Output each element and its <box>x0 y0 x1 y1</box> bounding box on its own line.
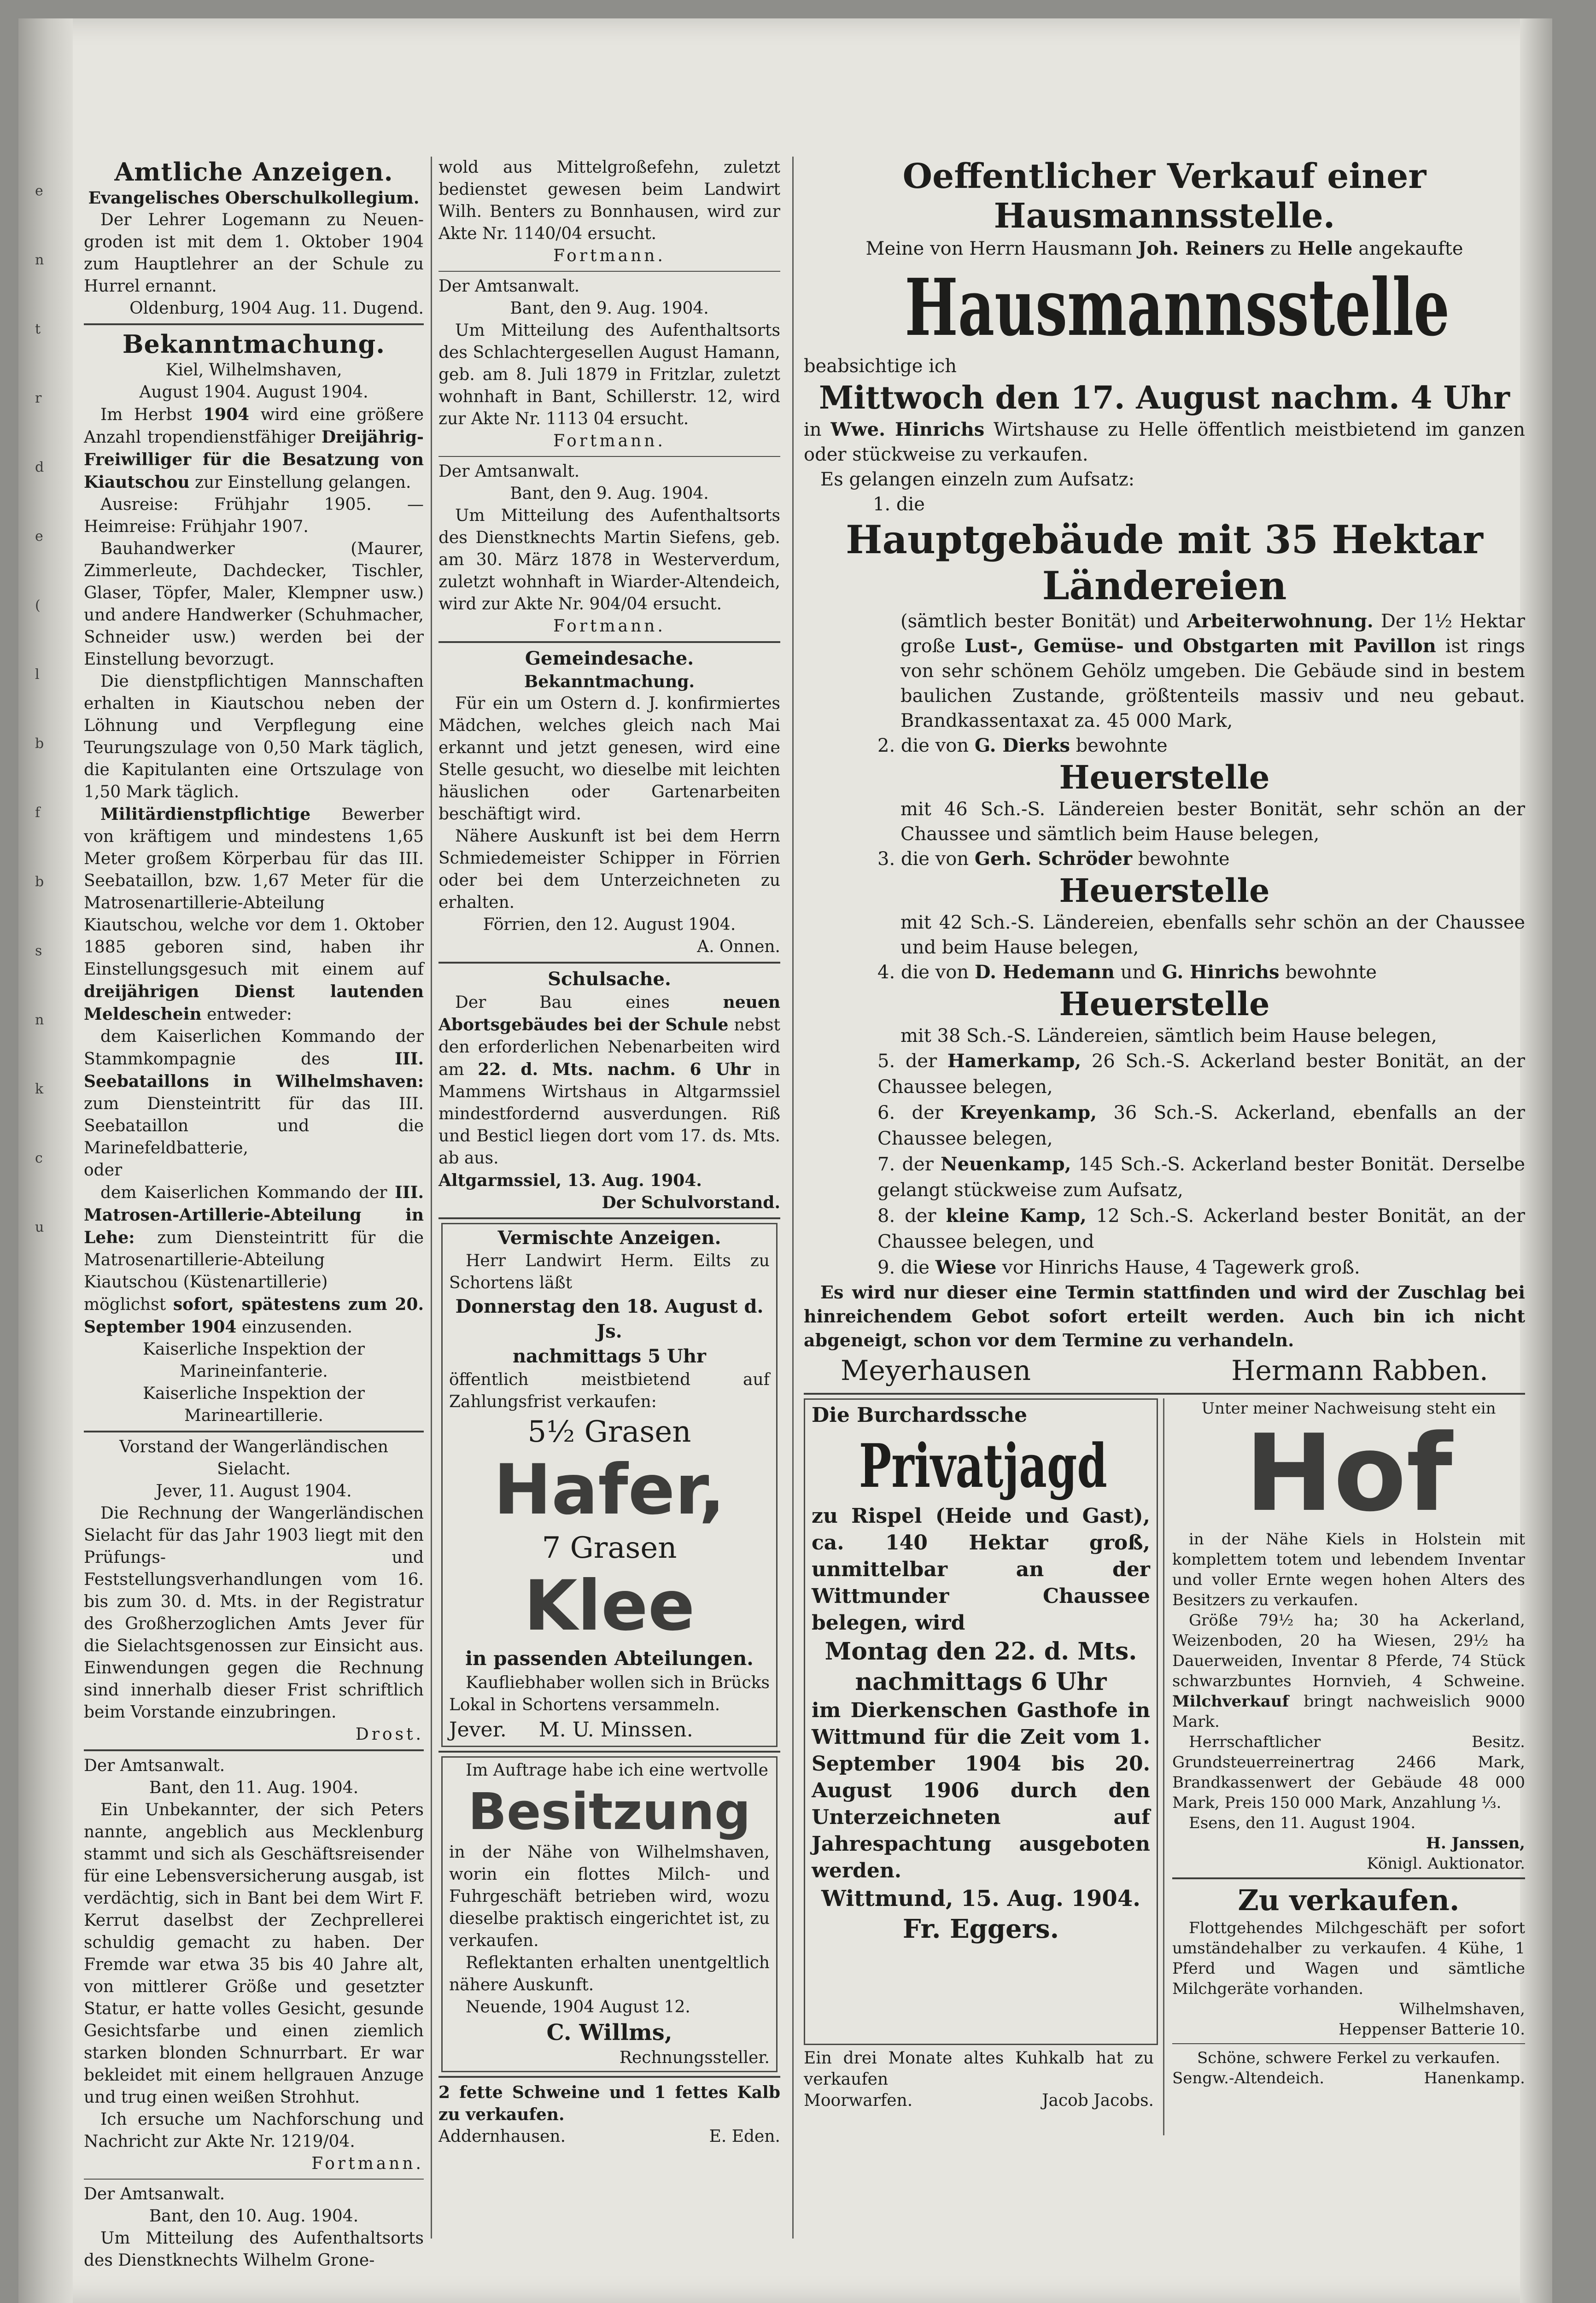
text: Hermann Rabben. <box>1231 1355 1488 1387</box>
text: 2. die von <box>877 735 969 756</box>
verm-text2: öffentlich meistbietend auf Zahlungsfrist verkaufen: <box>449 1370 770 1411</box>
column-divider-3 <box>1163 1398 1164 2135</box>
besitz-sig: C. Willms, <box>546 2020 672 2046</box>
text: entweder: <box>207 1005 292 1024</box>
main-date: Mittwoch den 17. August nachm. 4 Uhr <box>819 380 1510 416</box>
text: Gerh. Schröder <box>974 848 1133 870</box>
item2-text: mit 46 Sch.-S. Ländereien bester Bonität, sehr schön an der Chaussee und sämtlich beim Hause belegen, <box>900 799 1525 845</box>
bek-sig: Marineartillerie. <box>184 1406 323 1425</box>
text: 12 Sch.-S. Ackerland bester Bonität, an der Chaussee belegen, und <box>877 1205 1526 1252</box>
verm-time: nachmittags 5 Uhr <box>512 1345 707 1367</box>
divider <box>438 962 780 964</box>
divider <box>84 1431 424 1432</box>
text: Arbeiterwohnung. <box>1187 610 1374 632</box>
aa1-sig: Fortmann. <box>311 2154 424 2173</box>
main-title2: Hausmannsstelle. <box>994 196 1335 236</box>
text: Neuenkamp, <box>941 1153 1071 1175</box>
text: III. Matrosen-Artillerie-Abteilung in Lehe: <box>84 1183 424 1247</box>
binding-fragment: u <box>35 1219 44 1235</box>
verm-text3: Kaufliebhaber wollen sich in Brücks Lokal in Schortens versammeln. <box>449 1673 770 1714</box>
text: in <box>804 419 822 440</box>
verk-place: Wilhelmshaven, <box>1399 2000 1525 2018</box>
item6 <box>804 1100 1525 1152</box>
aa3-text: Um Mitteilung des Aufenthaltsorts des Schlachtergesellen August Hamann, geb. am 8. Juli 1879 in Fritzlar, zuletzt wohnhaft in Bant, Schillerstr. 12, wird zur Akte Nr. 1113 04 ersucht. <box>438 321 780 428</box>
gem-text: Für ein um Ostern d. J. konfirmiertes Mädchen, welches gleich nach Mai erkannt und jetzt genesen, wird eine Stelle gesucht, wo dieselbe mit leichten häuslichen oder Gartenarbeiten beschäftigt wird. <box>438 694 780 824</box>
divider <box>84 2179 424 2180</box>
main-loc <box>804 417 1525 467</box>
text: M. U. Minssen. <box>538 1718 693 1742</box>
text: 3. die von <box>877 848 969 870</box>
divider <box>438 271 780 272</box>
binding-fragment: k <box>35 1081 44 1097</box>
siel-head: Sielacht. <box>217 1460 291 1479</box>
evang-text: Der Lehrer Logemann zu Neuen-groden ist mit dem 1. Oktober 1904 zum Hauptlehrer an der Schule zu Hurrel ernannt. <box>84 210 424 296</box>
item5 <box>804 1048 1525 1100</box>
text: G. Dierks <box>974 735 1070 756</box>
bek-para-5 <box>84 803 424 1026</box>
column-1 <box>84 157 424 2272</box>
kuh-ad <box>804 2048 1154 2111</box>
text: ist rings von sehr schönem Gehölz umgeben. Die Gebäude sind in bestem baulichen Zustande, größtenteils massiv und neu gebaut. Brandkassentaxat za. 45 000 Mark, <box>900 636 1526 731</box>
text: Der Bau eines <box>455 993 670 1012</box>
column-3 <box>804 157 1525 2145</box>
aa2-date: Bant, den 10. Aug. 1904. <box>149 2207 359 2226</box>
aa1-text2: Ich ersuche um Nachforschung und Nachricht zur Akte Nr. 1219/04. <box>84 2110 424 2151</box>
besitz-text2: in der Nähe von Wilhelmshaven, worin ein flottes Milch- und Fuhrgeschäft betrieben wird, wozu dieselbe praktisch eingerichtet ist, zu verkaufen. <box>449 1843 770 1950</box>
binding-fragment: b <box>35 874 44 890</box>
bek-dates: August 1904. August 1904. <box>139 383 368 402</box>
text: Wirtshause zu Helle öffentlich meistbietend im ganzen oder stückweise zu verkaufen. <box>804 419 1526 465</box>
text: Bewerber von kräftigem und mindestens 1,65 Meter großem Körperbau für das III. Seebataillon, bzw. 1,67 Meter für die Matrosenartillerie-Abteilung Kiautschou, welche vor dem 1. Oktober 1885 geboren sind, haben ihr Einstellungsgesuch mit einem auf <box>84 805 424 979</box>
item3-title: Heuerstelle <box>1059 871 1270 910</box>
gem-sig: Förrien, den 12. August 1904. <box>483 915 736 934</box>
schul-sig1: Altgarmssiel, 13. Aug. 1904. <box>438 1171 702 1190</box>
hof-text: in der Nähe Kiels in Holstein mit komplettem totem und lebendem Inventar und voller Ernte wegen hohen Alters des Besitzers zu verkaufen. <box>1172 1530 1525 1609</box>
lower-ads <box>804 1398 1525 2145</box>
bek-para-2: Ausreise: Frühjahr 1905. — Heimreise: Frühjahr 1907. <box>84 495 424 536</box>
text: 7. der <box>877 1154 934 1175</box>
aa1-head: Der Amtsanwalt. <box>84 1756 225 1775</box>
siel-text: Die Rechnung der Wangerländischen Sielacht für das Jahr 1903 liegt mit den Prüfungs- und Feststellungsverhandlungen vom 16. bis zum 30. d. Mts. in der Registratur des Großherzoglichen Amts Jever für die Sielachtsgenossen zur Einsicht aus. Einwendungen gegen die Rechnung sind innerhalb dieser Frist schriftlich beim Vorstande einzubringen. <box>84 1504 424 1722</box>
jagd-text2: im Dierkenschen Gasthofe in Wittmund für die Zeit vom 1. September 1904 bis 20. August 1906 durch den Unterzeichneten auf Jahrespachtung ausgeboten werden. <box>812 1699 1150 1882</box>
item1-title: Hauptgebäude mit 35 Hektar Ländereien <box>846 517 1483 608</box>
aa4-head: Der Amtsanwalt. <box>438 462 580 481</box>
text: D. Hedemann <box>974 961 1115 983</box>
text: einzusenden. <box>241 1318 353 1337</box>
item8 <box>804 1203 1525 1255</box>
hof-sig: H. Janssen, <box>1426 1834 1525 1853</box>
binding-fragment: n <box>35 252 44 268</box>
text: angekaufte <box>1358 238 1463 259</box>
hof-text2 <box>1172 1610 1525 1732</box>
bek-oder: oder <box>84 1161 123 1180</box>
bek-para-4: Die dienstpflichtigen Mannschaften erhalten in Kiautschou neben der Löhnung und Verpflegung eine Teurungszulage von 0,50 Mark täglich, die Kapitulanten eine Ortszulage von 1,50 Mark täglich. <box>84 672 424 801</box>
text: zu <box>1270 238 1292 259</box>
bek-sig: Marineinfanterie. <box>180 1362 328 1381</box>
verm-sig <box>449 1716 770 1744</box>
gem-text2: Nähere Auskunft ist bei dem Herrn Schmiedemeister Schipper in Förrien oder bei dem Unterzeichneten zu erhalten. <box>438 827 780 912</box>
besitz-text3: Reflektanten erhalten unentgeltlich nähere Auskunft. <box>449 1953 770 1994</box>
gem-title: Gemeindesache. <box>525 648 694 669</box>
verm-grasen1: 5½ Grasen <box>527 1415 691 1449</box>
text: Kreyenkamp, <box>960 1102 1097 1123</box>
divider <box>438 641 780 643</box>
text: Joh. Reiners <box>1138 238 1265 259</box>
ferkel-text: Schöne, schwere Ferkel zu verkaufen. <box>1197 2049 1501 2067</box>
text: Meine von Herrn Hausmann <box>865 238 1132 259</box>
hof-big: Hof <box>1245 1412 1453 1535</box>
aa1-date: Bant, den 11. Aug. 1904. <box>149 1778 359 1797</box>
text: zur Einstellung gelangen. <box>195 473 411 492</box>
text: Wwe. Hinrichs <box>830 419 985 440</box>
divider <box>438 456 780 457</box>
text: Dreijährig-Freiwilliger für die Besatzung von Kiautschou <box>84 427 424 492</box>
text: Jacob Jacobs. <box>1042 2091 1154 2110</box>
divider <box>84 323 424 325</box>
besitz-title: Besitzung <box>468 1782 751 1841</box>
aa2-text: Um Mitteilung des Aufenthaltsorts des Dienstknechts Wilhelm Grone- <box>84 2229 424 2270</box>
binding-fragment: b <box>35 736 44 752</box>
hof-date: Esens, den 11. August 1904. <box>1189 1814 1416 1832</box>
column-divider-1 <box>431 157 432 2239</box>
aa3-sig: Fortmann. <box>553 432 666 450</box>
jagd-head: Die Burchardssche <box>812 1403 1028 1427</box>
hof-text3: Herrschaftlicher Besitz. Grundsteuerreinertrag 2466 Mark, Brandkassenwert der Gebäude 48 000 Mark, Preis 150 000 Mark, Anzahlung ⅓. <box>1172 1733 1525 1812</box>
hof-sig2: Königl. Auktionator. <box>1367 1854 1525 1873</box>
kuh-sig <box>804 2090 1154 2111</box>
siel-sig: Drost. <box>355 1725 424 1744</box>
text: vor Hinrichs Hause, 4 Tagewerk groß. <box>1002 1257 1360 1278</box>
verm-abt: in passenden Abteilungen. <box>465 1647 754 1670</box>
text: Helle <box>1298 238 1353 259</box>
aa2-head: Der Amtsanwalt. <box>84 2185 225 2204</box>
binding-fragment: c <box>35 1150 43 1166</box>
verk-title: Zu verkaufen. <box>1238 1883 1460 1917</box>
hof-ad <box>1172 1398 1525 2088</box>
binding-fragment: r <box>35 390 42 406</box>
text: Hamerkamp, <box>947 1050 1082 1072</box>
text: 145 Sch.-S. Ackerland bester Bonität. Derselbe gelangt stückweise zum Aufsatz, <box>877 1154 1525 1201</box>
bek-para-3: Bauhandwerker (Maurer, Zimmerleute, Dachdecker, Tischler, Glaser, Töpfer, Maler, Klempner usw.) und andere Handwerker (Schuhmacher, Schneider usw.) werden bei der Einstellung bevorzugt. <box>84 539 424 669</box>
text: 36 Sch.-S. Ackerland, ebenfalls an der Chaussee belegen, <box>877 1102 1525 1149</box>
main-final: Es wird nur dieser eine Termin stattfinden und wird der Zuschlag bei hinreichendem Gebot sofort erteilt werden. Auch bin ich nicht abgeneigt, schon vor dem Termine zu verhandeln. <box>804 1282 1525 1350</box>
text: Addernhausen. <box>438 2127 566 2146</box>
schwein-text: 2 fette Schweine und 1 fettes Kalb zu verkaufen. <box>438 2083 780 2124</box>
verm-text: Herr Landwirt Herm. Eilts zu Schortens läßt <box>449 1251 770 1292</box>
binding-fragment: e <box>35 183 43 199</box>
newspaper-page <box>18 18 1552 2303</box>
verm-klee: Klee <box>524 1566 695 1646</box>
aa4-text: Um Mitteilung des Aufenthaltsorts des Dienstknechts Martin Siefens, geb. am 30. März 1878 in Westerverdum, zuletzt wohnhaft in Wiarder-Altendeich, wird zur Akte Nr. 904/04 ersucht. <box>438 506 780 614</box>
text: dem Kaiserlichen Kommando der Stammkompagnie des <box>84 1027 424 1069</box>
besitz-date: Neuende, 1904 August 12. <box>466 1998 690 2017</box>
text: zum Diensteintritt für das III. Seebataillon und die Marinefeldbatterie, <box>84 1094 424 1157</box>
text: Moorwarfen. <box>804 2091 913 2110</box>
verm-hafer: Hafer, <box>493 1450 725 1530</box>
verm-date: Donnerstag den 18. August d. Js. <box>455 1296 764 1342</box>
besitz-sig2: Rechnungssteller. <box>619 2048 770 2067</box>
verm-box <box>441 1223 778 1747</box>
text: Wiese <box>935 1257 997 1278</box>
aa4-date: Bant, den 9. Aug. 1904. <box>510 484 709 503</box>
text: Jever. <box>449 1718 507 1742</box>
text: dem Kaiserlichen Kommando der <box>100 1183 387 1202</box>
text: Hanenkamp. <box>1424 2069 1525 2087</box>
text: Der 1½ Hektar große <box>900 611 1525 657</box>
main-sig <box>804 1352 1525 1389</box>
evang-signature: Oldenburg, 1904 Aug. 11. Dugend. <box>129 299 424 318</box>
text: E. Eden. <box>709 2127 780 2146</box>
cont-text: wold aus Mittelgroßefehn, zuletzt bedienstet gewesen beim Landwirt Wilh. Benters zu Bonnhausen, wird zur Akte Nr. 1140/04 ersucht. <box>438 158 780 243</box>
item1-text <box>804 609 1525 733</box>
binding-fragment: t <box>35 321 41 337</box>
divider <box>84 1749 424 1751</box>
text: sofort, spätestens zum 20. September 1904 <box>84 1295 424 1337</box>
text: bewohnte <box>1285 962 1377 983</box>
schul-text <box>438 991 780 1169</box>
cont-sig: Fortmann. <box>553 246 666 265</box>
jagd-big: Privatjagd <box>859 1431 1107 1501</box>
binding-fragment: ( <box>35 597 41 614</box>
item9 <box>804 1255 1525 1280</box>
jagd-sig-date: Wittmund, 15. Aug. 1904. <box>821 1886 1140 1911</box>
text: G. Hinrichs <box>1162 961 1280 983</box>
gem-sub: Bekanntmachung. <box>524 672 695 691</box>
jagd-box <box>804 1398 1158 2045</box>
text: wird eine größere Anzahl tropendienstfähiger <box>84 405 424 447</box>
binding-fragment: n <box>35 1012 44 1028</box>
text: neuen Abortsgebäudes bei der Schule <box>438 993 780 1035</box>
siel-date: Jever, 11. August 1904. <box>156 1482 352 1501</box>
aa3-date: Bant, den 9. Aug. 1904. <box>510 299 709 318</box>
item1-num: 1. die <box>873 494 925 515</box>
bek-places: Kiel, Wilhelmshaven, <box>165 361 342 380</box>
binding-edge <box>18 18 73 2303</box>
verm-grasen2: 7 Grasen <box>542 1531 677 1565</box>
text: Sengw.-Altendeich. <box>1172 2069 1325 2087</box>
schul-sig2: Der Schulvorstand. <box>602 1193 780 1212</box>
text: und <box>1120 962 1156 983</box>
text: 9. die <box>877 1257 930 1278</box>
divider <box>1172 2043 1525 2044</box>
schwein-sig <box>438 2126 780 2148</box>
jagd-time: nachmittags 6 Uhr <box>855 1668 1107 1696</box>
item4-text: mit 38 Sch.-S. Ländereien, sämtlich beim Hause belegen, <box>900 1025 1437 1046</box>
column-2 <box>438 157 780 2148</box>
verk-addr: Heppenser Batterie 10. <box>1339 2020 1525 2039</box>
bek-para-6 <box>84 1026 424 1159</box>
jagd-date: Montag den 22. d. Mts. <box>824 1637 1137 1666</box>
main-big: Hausmannsstelle <box>905 262 1450 354</box>
text: bewohnte <box>1076 735 1168 756</box>
column-divider-2 <box>792 157 794 2239</box>
divider <box>804 1393 1525 1395</box>
bek-para-7 <box>84 1181 424 1293</box>
evang-head: Evangelisches Oberschulkollegium. <box>88 188 420 208</box>
bek-sig: Kaiserliche Inspektion der <box>143 1384 365 1403</box>
divider <box>438 2076 780 2078</box>
text: in Mammens Wirtshaus in Altgarmssiel mindestfordernd ausverdungen. Riß und Besticl liegen dort vom 17. ds. Mts. ab aus. <box>438 1060 780 1168</box>
main-title1: Oeffentlicher Verkauf einer <box>902 157 1426 196</box>
binding-fragment: l <box>35 666 40 683</box>
main-beab: beabsichtige ich <box>804 356 957 377</box>
text: nebst den erforderlichen Nebenarbeiten wird am <box>438 1016 780 1079</box>
aa1-text: Ein Unbekannter, der sich Peters nannte, angeblich aus Mecklenburg stammt und sich als Geschäftsreisender für eine Lebensversicherung ausgab, ist verdächtig, sich in Bant bei dem Wirt F. Kerrut daselbst der Zechprellerei schuldig gemacht zu haben. Der Fremde war etwa 35 bis 40 Jahre alt, von mittlerer Größe und gesetzter Statur, er hatte volles Gesicht, gesunde Gesichtsfarbe und einen ziemlich starken blonden Schnurrbart. Er war bekleidet mit einem hellgrauen Anzuge und trug einen weißen Strohhut. <box>84 1800 424 2107</box>
verm-title: Vermischte Anzeigen. <box>497 1227 721 1249</box>
text: 1904 <box>203 405 250 424</box>
siel-head: Vorstand der Wangerländischen <box>119 1438 388 1456</box>
besitz-box <box>441 1756 778 2072</box>
main-aufsatz: Es gelangen einzeln zum Aufsatz: <box>820 469 1135 490</box>
binding-fragment: s <box>35 943 42 959</box>
text: bringt nachweislich 9000 Mark. <box>1172 1692 1525 1731</box>
divider <box>438 1751 780 1753</box>
aa3-head: Der Amtsanwalt. <box>438 277 580 296</box>
text: zum Diensteintritt für die Matrosenartillerie-Abteilung Kiautschou (Küstenartillerie) <box>84 1228 424 1292</box>
hof-head: Unter meiner Nachweisung steht ein <box>1201 1399 1496 1418</box>
binding-fragment: e <box>35 528 43 544</box>
item2-intro <box>804 733 1525 758</box>
binding-fragment: f <box>35 805 41 821</box>
text: 5. der <box>877 1051 937 1072</box>
text: Militärdienstpflichtige <box>100 805 311 824</box>
text: kleine Kamp, <box>946 1205 1087 1227</box>
gem-sig2: A. Onnen. <box>697 937 780 956</box>
besitz-text: Im Auftrage habe ich eine wertvolle <box>466 1761 768 1780</box>
text: 26 Sch.-S. Ackerland bester Bonität, an der Chaussee belegen, <box>877 1051 1525 1098</box>
text: Meyerhausen <box>841 1355 1031 1387</box>
main-intro <box>804 236 1525 262</box>
text: 8. der <box>877 1205 936 1227</box>
jagd-text: zu Rispel (Heide und Gast), ca. 140 Hektar groß, unmittelbar an der Wittmunder Chaussee belegen, wird <box>812 1504 1150 1635</box>
divider <box>438 1217 780 1219</box>
verk-text: Flottgehendes Milchgeschäft per sofort umständehalber zu verkaufen. 4 Kühe, 1 Pferd und Wagen und sämtliche Milchgeräte vorhanden. <box>1172 1919 1525 1998</box>
aa4-sig: Fortmann. <box>553 617 666 636</box>
text: Milchverkauf <box>1172 1692 1289 1711</box>
kuh-text: Ein drei Monate altes Kuhkalb hat zu verkaufen <box>804 2049 1154 2089</box>
bek-para-1 <box>84 403 424 494</box>
text: Im Herbst <box>100 405 192 424</box>
binding-fragment: d <box>35 459 44 475</box>
item3-intro <box>804 847 1525 871</box>
divider <box>1172 1877 1525 1879</box>
text: möglichst <box>84 1295 166 1314</box>
text: 4. die von <box>877 962 969 983</box>
text: (sämtlich bester Bonität) und <box>900 611 1180 632</box>
text: 22. d. Mts. nachm. 6 Uhr <box>478 1060 751 1079</box>
item2-title: Heuerstelle <box>1059 758 1270 796</box>
bek-title: Bekanntmachung. <box>122 329 386 359</box>
bek-sig: Kaiserliche Inspektion der <box>143 1340 365 1359</box>
text: 6. der <box>877 1102 943 1123</box>
item4-intro <box>804 960 1525 985</box>
schul-title: Schulsache. <box>548 968 671 990</box>
item3-text: mit 42 Sch.-S. Ländereien, ebenfalls sehr schön an der Chaussee und beim Hause belegen, <box>900 912 1525 958</box>
text: bewohnte <box>1138 848 1230 870</box>
text: Größe 79½ ha; 30 ha Ackerland, Weizenboden, 20 ha Wiesen, 29½ ha Dauerweiden, Inventar 8 Pferde, 74 Stück schwarzbuntes Hornvieh, 4 Schweine. <box>1172 1611 1525 1690</box>
text: dreijährigen Dienst lautenden Meldeschein <box>84 982 424 1024</box>
amtliche-title: Amtliche Anzeigen. <box>114 157 393 187</box>
item4-title: Heuerstelle <box>1059 985 1270 1023</box>
item7 <box>804 1152 1525 1203</box>
jagd-sig-name: Fr. Eggers. <box>902 1914 1059 1944</box>
text: III. Seebataillons in Wilhelmshaven: <box>84 1049 424 1091</box>
bek-para-8 <box>84 1293 424 1339</box>
ferkel-sig <box>1172 2068 1525 2088</box>
text: Lust-, Gemüse- und Obstgarten mit Pavillon <box>965 635 1436 657</box>
